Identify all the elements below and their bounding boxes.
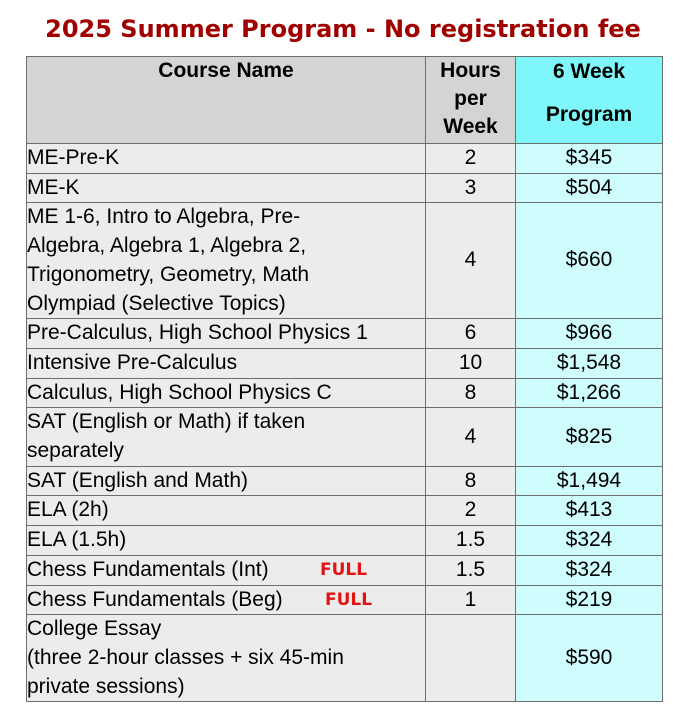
course-name-header (27, 57, 426, 144)
hours-cell: 10 (426, 348, 516, 378)
course-name-line: Chess Fundamentals (Int) (27, 557, 269, 581)
course-name-line: SAT (English or Math) if taken (27, 410, 306, 434)
course-name-line: separately (27, 439, 124, 463)
hours-cell (426, 615, 516, 702)
table-row (27, 466, 663, 496)
price-cell: $504 (516, 173, 663, 203)
course-cell (27, 173, 426, 203)
course-name-line: (three 2-hour classes + six 45-min (27, 645, 344, 669)
hours-cell: 1 (426, 585, 516, 615)
table-row (27, 615, 663, 702)
hours-cell: 1.5 (426, 555, 516, 585)
course-name-line: ME-K (27, 175, 80, 199)
hours-cell: 2 (426, 496, 516, 526)
course-name-line: Trigonometry, Geometry, Math (27, 262, 310, 286)
page-title: 2025 Summer Program - No registration fee (45, 15, 641, 43)
course-name-line: College Essay (27, 617, 162, 641)
table-row (27, 408, 663, 466)
course-cell (27, 466, 426, 496)
hours-cell: 6 (426, 319, 516, 349)
course-cell (27, 319, 426, 349)
hours-header-line: Hours (440, 59, 501, 82)
price-cell: $324 (516, 555, 663, 585)
price-cell: $590 (516, 615, 663, 702)
course-name-line: ELA (2h) (27, 498, 109, 522)
hours-cell: 4 (426, 408, 516, 466)
table-row (27, 173, 663, 203)
price-cell: $825 (516, 408, 663, 466)
price-cell: $324 (516, 526, 663, 556)
course-cell (27, 144, 426, 174)
course-cell (27, 615, 426, 702)
hours-cell: 1.5 (426, 526, 516, 556)
price-cell: $660 (516, 203, 663, 319)
course-name-line: ME 1-6, Intro to Algebra, Pre- (27, 205, 301, 229)
course-name-line: private sessions) (27, 674, 185, 698)
table-row (27, 555, 663, 585)
hours-cell: 4 (426, 203, 516, 319)
hours-header (426, 57, 516, 144)
hours-header-line: Week (443, 115, 498, 138)
course-name-line: Algebra, Algebra 1, Algebra 2, (27, 234, 307, 258)
table-row (27, 496, 663, 526)
course-name-line: ME-Pre-K (27, 146, 120, 169)
price-cell: $1,494 (516, 466, 663, 496)
pricing-table (26, 56, 663, 702)
course-cell (27, 585, 426, 615)
price-cell: $219 (516, 585, 663, 615)
table-row (27, 144, 663, 174)
course-name-header-label: Course Name (158, 59, 294, 82)
price-cell: $413 (516, 496, 663, 526)
table-row (27, 319, 663, 349)
price-header-line: Program (545, 103, 633, 126)
course-name-line: SAT (English and Math) (27, 468, 248, 492)
course-cell (27, 408, 426, 466)
price-cell: $345 (516, 144, 663, 174)
course-cell (27, 555, 426, 585)
price-cell: $966 (516, 319, 663, 349)
full-status-badge: FULL (325, 589, 373, 610)
course-name-line: Intensive Pre-Calculus (27, 350, 238, 374)
course-name-line: Chess Fundamentals (Beg) (27, 587, 283, 611)
price-cell: $1,548 (516, 348, 663, 378)
hours-cell: 2 (426, 144, 516, 174)
course-cell (27, 526, 426, 556)
table-row (27, 203, 663, 319)
course-cell (27, 348, 426, 378)
table-header-row (27, 57, 663, 144)
course-name-line: Olympiad (Selective Topics) (27, 291, 286, 315)
hours-cell: 8 (426, 466, 516, 496)
table-row (27, 526, 663, 556)
course-cell (27, 496, 426, 526)
course-cell (27, 203, 426, 319)
table-body (27, 144, 663, 702)
price-header (516, 57, 663, 144)
hours-cell: 3 (426, 173, 516, 203)
table-row (27, 585, 663, 615)
table-row (27, 348, 663, 378)
course-cell (27, 378, 426, 408)
price-header-line: 6 Week (553, 60, 625, 83)
hours-header-line: per (454, 87, 487, 110)
price-cell: $1,266 (516, 378, 663, 408)
hours-cell: 8 (426, 378, 516, 408)
full-status-badge: FULL (320, 559, 368, 580)
course-name-line: Pre-Calculus, High School Physics 1 (27, 321, 368, 345)
table-row (27, 378, 663, 408)
course-name-line: Calculus, High School Physics C (27, 380, 332, 404)
course-name-line: ELA (1.5h) (27, 528, 127, 552)
